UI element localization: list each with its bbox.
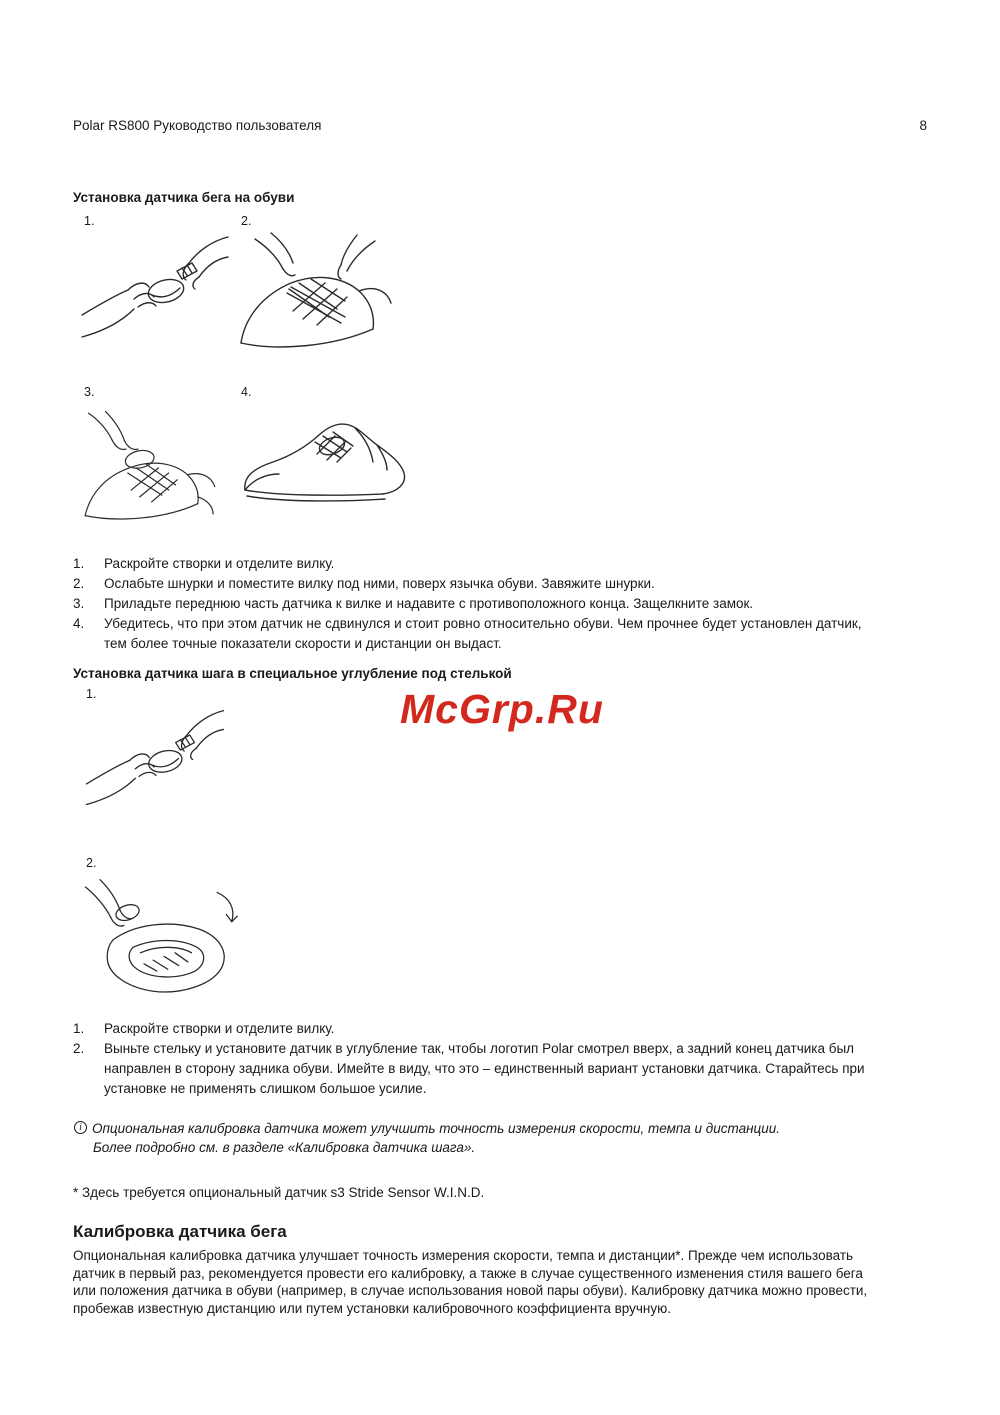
step-text: Раскройте створки и отделите вилку. [104,556,335,571]
stride-sensor-footnote: * Здесь требуется опциональный датчик s3 Stride Sensor W.I.N.D. [73,1185,485,1200]
step-number: 3. [73,596,85,611]
calibration-body: Опциональная калибровка датчика улучшает точность измерения скорости, темпа и дистанции*. Прежде чем использовать датчик в первый раз, рекомендуется провести его калибровку, а также в случае существенного изменения стиля вашего бега или положения датчика в обуви (например, в случае использования новой пары обуви). Калибровку датчика можно провести, пробежав известную дистанцию или путем установки калибровочного коэффициента вручную. [73,1248,868,1316]
step-number: 4. [73,616,85,631]
step-number: 1. [73,556,85,571]
press-sensor-on-shoe-illustration [80,402,225,532]
step-number: 1. [73,1021,85,1036]
step-item [73,614,873,654]
step-item [73,1039,873,1099]
header-title: Polar RS800 Руководство пользователя [73,118,322,133]
watermark: McGrp.Ru [400,686,604,732]
calibration-heading: Калибровка датчика бега [73,1222,287,1241]
info-icon: i [74,1121,87,1134]
figure-step3-label: 3. [84,385,95,399]
step-text: Приладьте переднюю часть датчика к вилке и надавите с противоположного конца. Защелкните замок. [104,596,754,611]
figure-row-1 [80,214,927,351]
section1-heading: Установка датчика бега на обуви [73,190,295,205]
figure-step1-label: 1. [84,214,95,228]
figure-step2-label: 2. [241,214,252,228]
page-number: 8 [919,118,927,133]
note-text-2: Более подробно см. в разделе «Калибровка датчика шага». [93,1140,476,1155]
figure-step2 [237,214,397,351]
figure-insole-step1-label: 1. [86,687,97,701]
step-text: Выньте стельку и установите датчик в углубление так, чтобы логотип Polar смотрел вверх, а задний конец датчика был направлен в сторону задника обуви. Имейте в виду, что это – единственный вариант установки датчика. Старайтесь при установке не применять слишком большое усилие. [104,1041,865,1096]
section1-steps [73,554,873,654]
step-text: Раскройте створки и отделите вилку. [104,1021,335,1036]
figure-insole-step2-label: 2. [86,856,97,870]
step-item [73,1019,873,1039]
section2-heading: Установка датчика шага в специальное углубление под стелькой [73,666,512,681]
step-number: 2. [73,1041,85,1056]
figure-step4 [237,385,412,532]
figure-row-2 [80,385,927,532]
section2-figures [73,687,927,1011]
step-item [73,594,873,614]
section1-figures [73,214,927,532]
hands-detach-fork-illustration [80,231,230,346]
sneaker-with-sensor-illustration [237,402,412,512]
step-item [73,554,873,574]
page-header [73,118,927,133]
note-text-1: Опциональная калибровка датчика может улучшить точность измерения скорости, темпа и дистанции. [92,1121,781,1136]
note-line1 [73,1119,873,1138]
insert-sensor-under-insole-illustration [80,874,240,1006]
figure-step3 [80,385,237,532]
hands-detach-fork-illustration-2 [80,705,230,813]
section2-steps [73,1019,873,1099]
fork-under-laces-illustration [237,231,397,351]
step-item [73,574,873,594]
step-number: 2. [73,576,85,591]
calibration-note [73,1119,873,1157]
step-text: Убедитесь, что при этом датчик не сдвинулся и стоит ровно относительно обуви. Чем прочнее будет установлен датчик, тем более точные показатели скорости и дистанции он выдаст. [104,616,862,651]
step-text: Ослабьте шнурки и поместите вилку под ними, поверх язычка обуви. Завяжите шнурки. [104,576,655,591]
figure-step4-label: 4. [241,385,252,399]
figure-step1 [80,214,237,351]
